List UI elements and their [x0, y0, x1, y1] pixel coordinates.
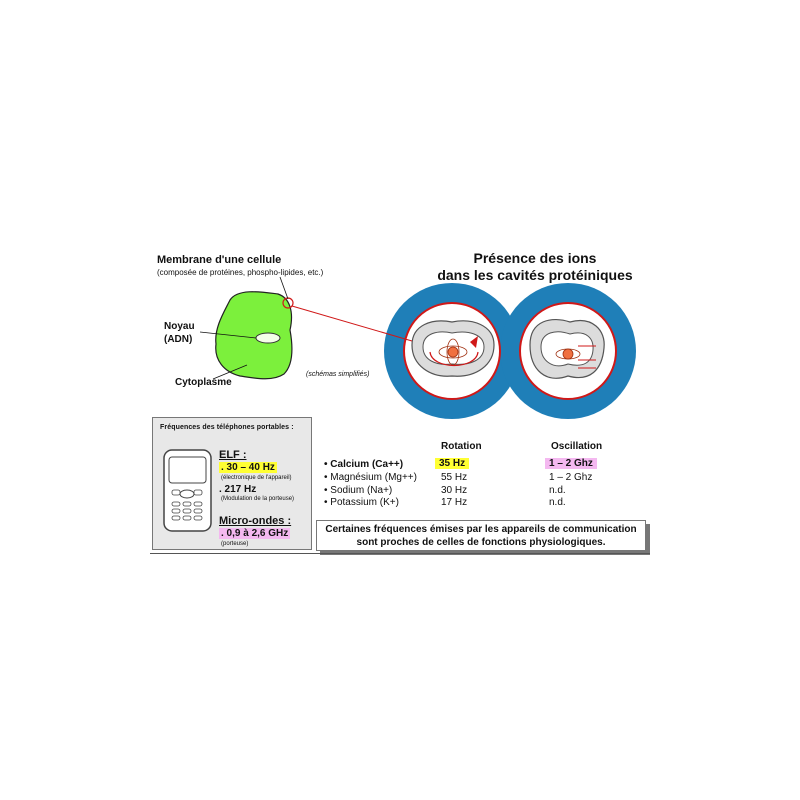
membrane-subtitle: (composée de protéines, phospho-lipides, etc.) — [157, 268, 324, 277]
phone-drawing — [163, 449, 213, 533]
microwave-heading: Micro-ondes : — [219, 515, 292, 527]
nucleus-label-line2: (ADN) — [164, 334, 193, 345]
ion-row-rotation: 35 Hz — [435, 458, 469, 469]
rotation-header: Rotation — [441, 441, 482, 452]
conclusion-line1: Certaines fréquences émises par les appareils de communication — [325, 524, 637, 535]
microwave-value: . 0,9 à 2,6 GHz — [221, 528, 289, 539]
ion-row-oscillation: n.d. — [549, 485, 566, 496]
ion-presence-line2: dans les cavités protéiniques — [437, 267, 633, 283]
elf-note-2: (Modulation de la porteuse) — [221, 496, 295, 502]
elf-value-2: . 217 Hz — [219, 484, 257, 495]
elf-note-1: (électronique de l'appareil) — [221, 475, 292, 481]
simplified-schemas-note: (schémas simplifiés) — [306, 371, 370, 378]
phone-panel-title: Fréquences des téléphones portables : — [160, 424, 294, 431]
oscillation-header: Oscillation — [551, 441, 603, 452]
ion-row-oscillation: 1 – 2 Ghz — [545, 458, 597, 469]
ion-row-rotation: 55 Hz — [441, 472, 468, 483]
ion-row-name: • Sodium (Na+) — [324, 485, 393, 496]
ion-cavity-rings — [384, 283, 636, 419]
microwave-note: (porteuse) — [221, 541, 249, 547]
bottom-rule — [150, 553, 650, 554]
elf-heading: ELF : — [219, 449, 247, 461]
ion-row-name: • Magnésium (Mg++) — [324, 472, 417, 483]
ion-presence-line1: Présence des ions — [473, 250, 597, 266]
ion-row-rotation: 30 Hz — [441, 485, 468, 496]
membrane-title: Membrane d'une cellule — [157, 254, 282, 266]
elf-value-1: . 30 – 40 Hz — [221, 462, 275, 473]
conclusion-line2: sont proches de celles de fonctions physiologiques. — [356, 537, 606, 548]
cytoplasm-label: Cytoplasme — [175, 377, 232, 388]
ion-row-oscillation: 1 – 2 Ghz — [549, 472, 593, 483]
conclusion-box — [316, 520, 646, 551]
ion-row-oscillation: n.d. — [549, 497, 566, 508]
nucleus-label — [164, 320, 195, 346]
nucleus-label-line1: Noyau — [164, 321, 195, 332]
ion-presence-title — [410, 250, 660, 284]
nucleus-shape — [256, 333, 280, 343]
ion-row-name: • Calcium (Ca++) — [324, 459, 404, 470]
ion-row-rotation: 17 Hz — [441, 497, 468, 508]
ion-row-name: • Potassium (K+) — [324, 497, 399, 508]
